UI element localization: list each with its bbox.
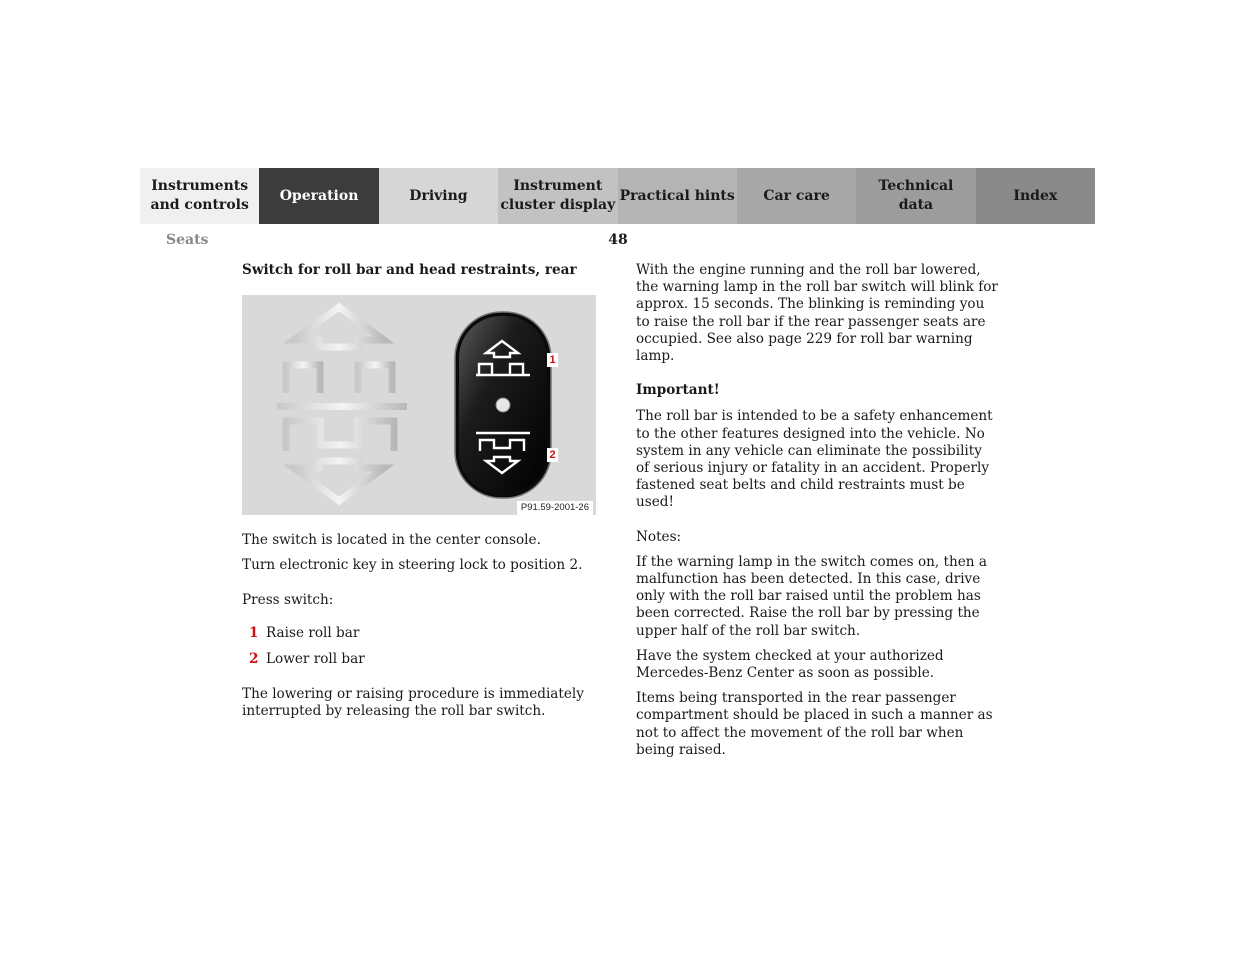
callout-2: 2 — [547, 448, 558, 462]
right-column — [636, 262, 998, 759]
press-switch-text: Press switch: — [242, 591, 334, 608]
key-position-text: Turn electronic key in steering lock to position 2. — [242, 557, 583, 574]
switch-heading: Switch for roll bar and head restraints, rear — [242, 262, 577, 278]
section-title: Seats — [166, 232, 209, 248]
background-divider-icon — [277, 403, 407, 410]
background-down-arrow-icon — [294, 461, 384, 501]
safety-text: The roll bar is intended to be a safety enhancement to the other features designed into the vehicle. No system in any vehicle can eliminate the possibility of serious injury or fatality in an accident. Properly fastened seat belts and child restraints must be used! — [636, 408, 993, 511]
malfunction-text: If the warning lamp in the switch comes on, then a malfunction has been detected. In this case, drive only with the roll bar raised until the problem has been corrected. Raise the roll bar by pressing the upper half of the roll bar switch. — [636, 553, 987, 639]
figure-code: P91.59-2001-26 — [517, 501, 593, 515]
list-item-number: 2 — [249, 651, 259, 668]
left-column — [242, 262, 602, 721]
roll-bar-switch-illustration — [242, 295, 596, 515]
tab-car-care[interactable]: Car care — [737, 168, 856, 224]
page-number: 48 — [608, 232, 628, 248]
chapter-nav — [140, 168, 1095, 224]
callout-1: 1 — [547, 353, 558, 367]
interrupt-text: The lowering or raising procedure is immediately interrupted by releasing the roll bar switch. — [242, 686, 584, 720]
background-up-arrow-icon — [294, 307, 384, 347]
list-item — [242, 651, 602, 668]
service-text: Have the system checked at your authorized Mercedes-Benz Center as soon as possible. — [636, 647, 944, 682]
list-item-number: 1 — [249, 624, 259, 641]
list-item-text: Lower roll bar — [266, 651, 365, 668]
warning-lamp-icon — [496, 398, 510, 412]
switch-location-text: The switch is located in the center console. — [242, 532, 541, 549]
items-transport-text: Items being transported in the rear passenger compartment should be placed in such a manner as not to affect the movement of the roll bar when being raised. — [636, 690, 993, 758]
notes-heading: Notes: — [636, 528, 682, 545]
tab-index[interactable]: Index — [976, 168, 1095, 224]
background-seat-raised-icon — [286, 365, 392, 393]
tab-practical-hints[interactable]: Practical hints — [618, 168, 737, 224]
tab-operation[interactable]: Operation — [259, 168, 378, 224]
tab-instrument-cluster-display[interactable]: Instrument cluster display — [498, 168, 617, 224]
tab-driving[interactable]: Driving — [379, 168, 498, 224]
list-item — [242, 625, 602, 642]
roll-bar-switch-figure — [242, 295, 596, 515]
warning-lamp-blink-text: With the engine running and the roll bar lowered, the warning lamp in the roll bar switch will blink for approx. 15 seconds. The blinking is reminding you to raise the roll bar if the rear passenger seats are occupied. See also page 229 for roll bar warning lamp. — [636, 262, 998, 365]
background-seat-lowered-icon — [286, 421, 394, 451]
list-item-text: Raise roll bar — [266, 624, 360, 641]
tab-technical-data[interactable]: Technical data — [856, 168, 975, 224]
important-heading: Important! — [636, 382, 720, 399]
tab-instruments-and-controls[interactable]: Instruments and controls — [140, 168, 259, 224]
